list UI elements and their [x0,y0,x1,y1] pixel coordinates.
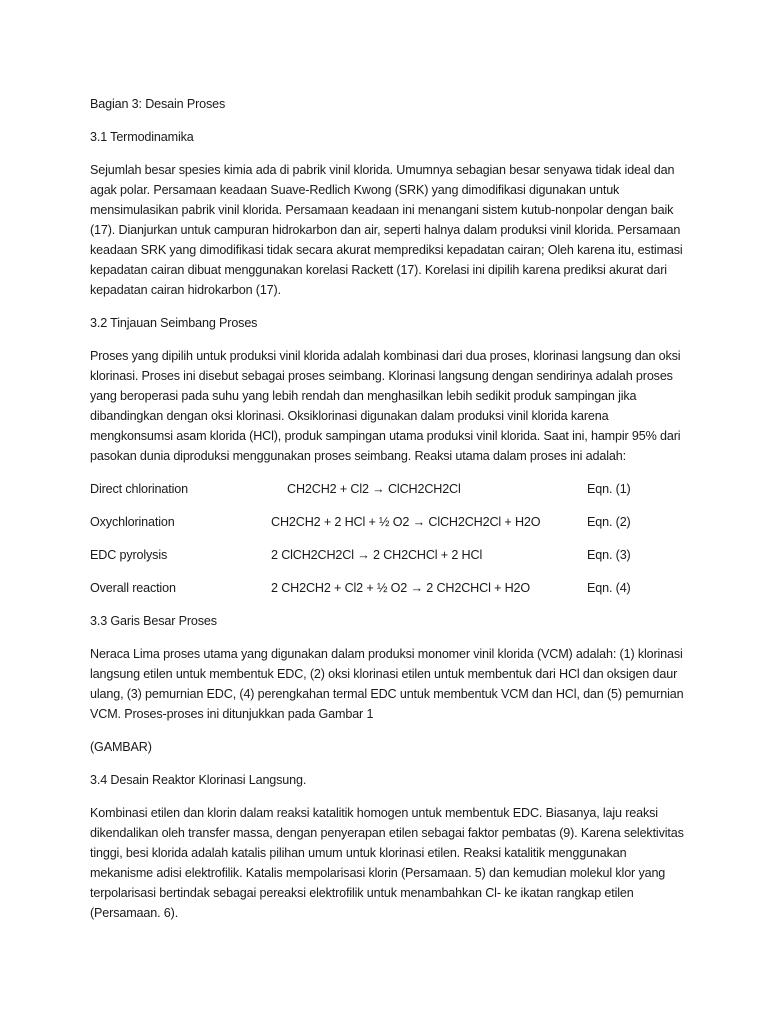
heading-3-3: 3.3 Garis Besar Proses [90,614,217,628]
equation-formula: 2 CH2CH2 + Cl2 + ½ O2 → 2 CH2CHCl + H2O [271,581,531,595]
equation-formula: CH2CH2 + Cl2 → ClCH2CH2Cl [287,482,461,496]
equation-row [90,578,690,598]
equation-number: Eqn. (4) [587,581,631,595]
equation-formula: CH2CH2 + 2 HCl + ½ O2 → ClCH2CH2Cl + H2O [271,515,541,529]
reaction-equations [90,479,690,598]
section-title: Bagian 3: Desain Proses [90,97,226,111]
equation-number: Eqn. (2) [587,515,631,529]
equation-row [90,545,690,565]
paragraph-3-1: Sejumlah besar spesies kimia ada di pabrik vinil klorida. Umumnya sebagian besar senyawa tidak ideal dan agak polar. Persamaan keadaan Suave-Redlich Kwong (SRK) yang dimodifikasi digunakan untuk mensimulasikan pabrik vinil klorida. Persamaan keadaan ini menangani sistem kutub-nonpolar dengan baik (17). Dianjurkan untuk campuran hidrokarbon dan air, seperti halnya dalam produksi vinil klorida. Persamaan keadaan SRK yang dimodifikasi tidak secara akurat memprediksi kepadatan cairan; Oleh karena itu, estimasi kepadatan cairan dibuat menggunakan korelasi Rackett (17). Korelasi ini dipilih karena prediksi akurat dari kepadatan cairan hidrokarbon (17). [90,163,683,297]
equation-formula: 2 ClCH2CH2Cl → 2 CH2CHCl + 2 HCl [271,548,483,562]
document-content [90,94,690,936]
paragraph-3-4: Kombinasi etilen dan klorin dalam reaksi katalitik homogen untuk membentuk EDC. Biasanya, laju reaksi dikendalikan oleh transfer massa, dengan penyerapan etilen sebagai faktor pembatas (9). Karena selektivitas tinggi, besi klorida adalah katalis pilihan umum untuk klorinasi etilen. Reaksi katalitik menggunakan mekanisme adisi elektrofilik. Katalis mempolarisasi klorin (Persamaan. 5) dan kemudian molekul klor yang terpolarisasi bertindak sebagai pereaksi elektrofilik untuk menambahkan Cl- ke ikatan rangkap etilen (Persamaan. 6). [90,806,684,920]
equation-name: Overall reaction [90,581,176,595]
equation-name: EDC pyrolysis [90,548,168,562]
heading-3-2: 3.2 Tinjauan Seimbang Proses [90,316,258,330]
equation-row [90,479,690,499]
equation-number: Eqn. (3) [587,548,631,562]
equation-name: Oxychlorination [90,515,175,529]
figure-placeholder: (GAMBAR) [90,740,152,754]
paragraph-3-3: Neraca Lima proses utama yang digunakan dalam produksi monomer vinil klorida (VCM) adalah: (1) klorinasi langsung etilen untuk membentuk EDC, (2) oksi klorinasi etilen untuk membentuk dari HCl dan oksigen daur ulang, (3) pemurnian EDC, (4) perengkahan termal EDC untuk membentuk VCM dan HCl, dan (5) pemurnian VCM. Proses-proses ini ditunjukkan pada Gambar 1 [90,647,684,721]
equation-number: Eqn. (1) [587,482,631,496]
equation-name: Direct chlorination [90,482,188,496]
heading-3-4: 3.4 Desain Reaktor Klorinasi Langsung. [90,773,307,787]
equation-row [90,512,690,532]
heading-3-1: 3.1 Termodinamika [90,130,194,144]
paragraph-3-2: Proses yang dipilih untuk produksi vinil klorida adalah kombinasi dari dua proses, klorinasi langsung dan oksi klorinasi. Proses ini disebut sebagai proses seimbang. Klorinasi langsung dengan sendirinya adalah proses yang beroperasi pada suhu yang lebih rendah dan menghasilkan lebih sedikit produk sampingan jika dibandingkan dengan oksi klorinasi. Oksiklorinasi digunakan dalam produksi vinil klorida karena mengkonsumsi asam klorida (HCl), produk sampingan utama produksi vinil klorida. Saat ini, hampir 95% dari pasokan dunia diproduksi menggunakan proses seimbang. Reaksi utama dalam proses ini adalah: [90,349,681,463]
